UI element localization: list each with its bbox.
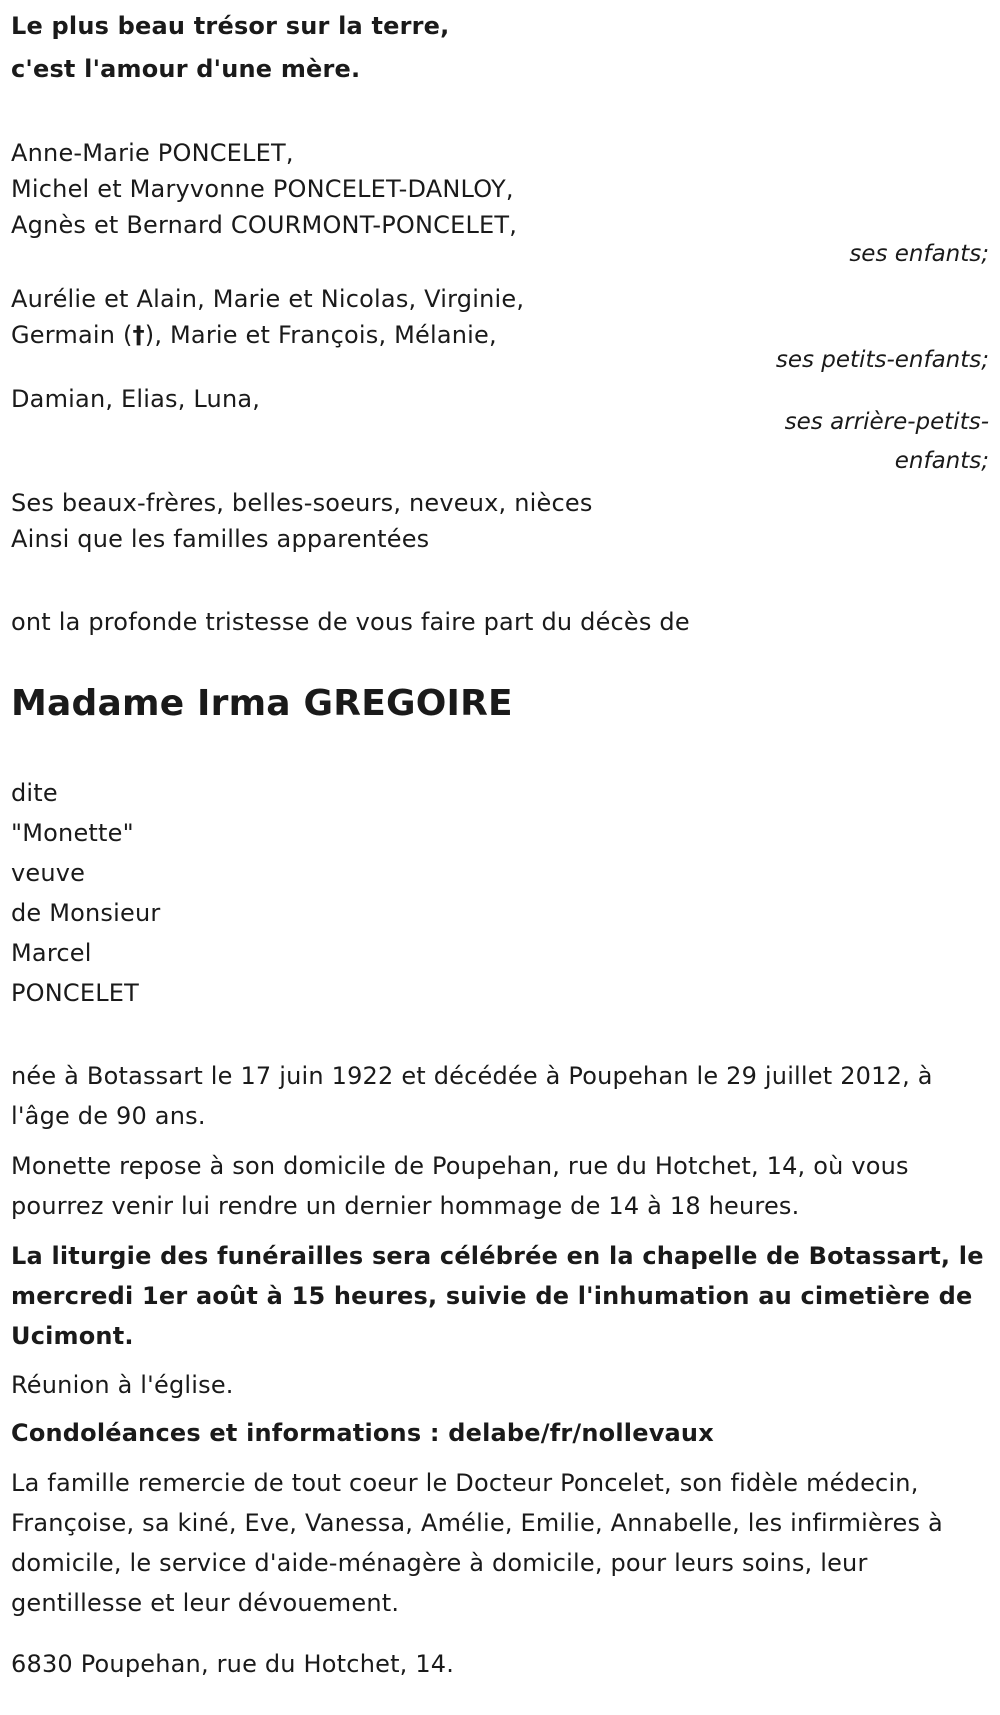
children-role: ses enfants; [849, 241, 989, 267]
announcement-text: ont la profonde tristesse de vous faire part du décès de [11, 608, 690, 636]
deceased-detail-4: de Monsieur [11, 899, 161, 927]
viewing-paragraph: Monette repose à son domicile de Poupehan, rue du Hotchet, 14, où vous pourrez venir lui rendre un dernier hommage de 14 à 18 heures. [11, 1152, 909, 1220]
birth-death-paragraph: née à Botassart le 17 juin 1922 et décédée à Poupehan le 29 juillet 2012, à l'âge de 90 ans. [11, 1062, 933, 1130]
child-name-1: Anne-Marie PONCELET, [11, 139, 294, 167]
grandchildren-role: ses petits-enfants; [775, 347, 989, 373]
other-relatives-line-1: Ses beaux-frères, belles-soeurs, neveux, nièces [11, 489, 593, 517]
liturgy-paragraph: La liturgie des funérailles sera célébrée en la chapelle de Botassart, le mercredi 1er août à 15 heures, suivie de l'inhumation au cimetière de Ucimont. [11, 1242, 984, 1350]
deceased-detail-3: veuve [11, 859, 86, 887]
address-paragraph: 6830 Poupehan, rue du Hotchet, 14. [11, 1650, 455, 1678]
epigraph-line-2: c'est l'amour d'une mère. [11, 55, 361, 83]
child-name-2: Michel et Maryvonne PONCELET-DANLOY, [11, 175, 514, 203]
great-grandchildren-names: Damian, Elias, Luna, [11, 385, 261, 413]
deceased-name: Madame Irma GREGOIRE [11, 683, 513, 724]
deceased-detail-6: PONCELET [11, 979, 140, 1007]
grandchildren-line-2-end: ), Marie et François, Mélanie, [144, 321, 497, 349]
meeting-paragraph: Réunion à l'église. [11, 1371, 234, 1399]
deceased-detail-5: Marcel [11, 939, 92, 967]
grandchildren-line-1: Aurélie et Alain, Marie et Nicolas, Virginie, [11, 285, 525, 313]
great-grandchildren-role-line-1: ses arrière-petits- [784, 409, 989, 435]
other-relatives-line-2: Ainsi que les familles apparentées [11, 525, 430, 553]
grandchildren-line-2 [11, 317, 497, 353]
cross-icon: † [132, 321, 145, 349]
condolences-paragraph: Condoléances et informations : delabe/fr/nollevaux [11, 1419, 714, 1447]
obituary-notice [11, 0, 989, 1715]
child-name-3: Agnès et Bernard COURMONT-PONCELET, [11, 211, 518, 239]
thanks-paragraph: La famille remercie de tout coeur le Docteur Poncelet, son fidèle médecin, Françoise, sa kiné, Eve, Vanessa, Amélie, Emilie, Annabelle, les infirmières à domicile, le service d'aide-ménagère à domicile, pour leurs soins, leur gentillesse et leur dévouement. [11, 1469, 943, 1617]
grandchildren-line-2-start: Germain ( [11, 321, 133, 349]
deceased-detail-2: "Monette" [11, 819, 134, 847]
great-grandchildren-role-line-2: enfants; [894, 448, 989, 474]
epigraph-line-1: Le plus beau trésor sur la terre, [11, 12, 450, 40]
deceased-detail-1: dite [11, 779, 58, 807]
